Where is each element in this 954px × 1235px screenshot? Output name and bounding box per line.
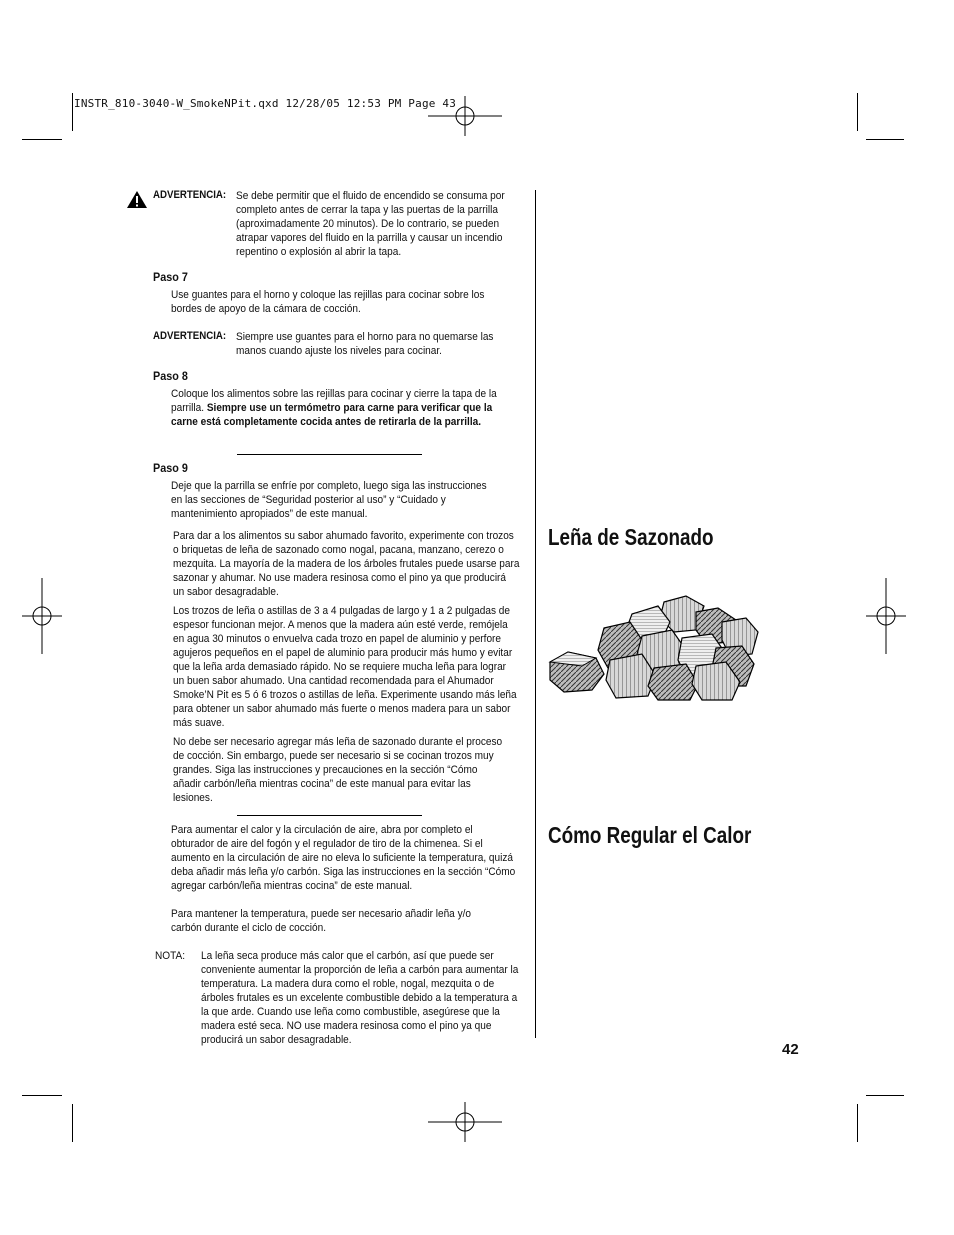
warning-text: Se debe permitir que el fluido de encendido se consuma por completo antes de cerrar la tapa y las puertas de la parrilla (aproximadamente 20 minutos). De lo contrario, se pueden atrapar vapores del fluido en la parrilla y causar un incendio repentino o explosión al abrir la tapa.: [236, 190, 505, 258]
wood-paragraph-3: No debe ser necesario agregar más leña de sazonado durante el proceso de cocción. Sin embargo, puede ser necesario si se cocinan trozos muy grandes. Siga las instrucciones y precauciones en la sección “Cómo añadir carbón/leña mientras cocina” de este manual para evitar las lesiones.: [173, 736, 503, 804]
heat-paragraph-1: Para aumentar el calor y la circulación de aire, abra por completo el obturador de aire del fogón y el regulador de tiro de la chimenea. Si el aumento en la circulación de aire no eleva lo suficiente la temperatura, quizá deba añadir más leña y/o carbón. Siga las instrucciones en la sección “Cómo agregar carbón/leña mientras cocina” de este manual.: [171, 824, 516, 892]
step-8-title: Paso 8: [153, 369, 188, 383]
wood-chunks-illustration: [546, 592, 762, 702]
heat-heading: Cómo Regular el Calor: [548, 822, 752, 848]
section-rule-2: [237, 815, 422, 816]
warning-2-text: Siempre use guantes para el horno para no quemarse las manos cuando ajuste los niveles para cocinar.: [236, 331, 494, 357]
note-label: NOTA:: [155, 950, 186, 962]
note-text: La leña seca produce más calor que el carbón, así que puede ser conveniente aumentar la proporción de leña a carbón para aumentar la temperatura. La madera dura como el roble, nogal, mezquita o de árboles frutales es un excelente combustible debido a la temperatura a la que arde. Cuando use leña como combustible, asegúrese que la madera esté seca. NO use madera resinosa como el pino ya que producirá un sabor desagradable.: [201, 950, 519, 1046]
step-7-text: Use guantes para el horno y coloque las rejillas para cocinar sobre los bordes de apoyo de la cámara de cocción.: [171, 289, 485, 315]
file-slug: INSTR_810-3040-W_SmokeNPit.qxd 12/28/05 12:53 PM Page 43: [74, 97, 457, 110]
heat-paragraph-2: Para mantener la temperatura, puede ser necesario añadir leña y/o carbón durante el ciclo de cocción.: [171, 908, 472, 934]
step-8-text: [171, 387, 518, 429]
warning-triangle-icon: [126, 190, 148, 209]
wood-heading: Leña de Sazonado: [548, 524, 714, 550]
page-number: 42: [782, 1041, 799, 1058]
warning-2-label: ADVERTENCIA:: [153, 330, 227, 342]
step-8-bold: Siempre use un termómetro para carne para verificar que la carne está completamente cocida antes de retirarla de la parrilla.: [171, 402, 493, 428]
registration-mark-left: [22, 578, 62, 654]
registration-mark-right: [866, 578, 906, 654]
registration-mark-bottom: [428, 1102, 502, 1142]
step-7-title: Paso 7: [153, 270, 188, 284]
step-8-plain: Coloque los alimentos sobre las rejillas para cocinar y cierre la tapa de la parrilla.: [171, 388, 497, 414]
warning-label: ADVERTENCIA:: [153, 189, 227, 201]
wood-paragraph-1: Para dar a los alimentos su sabor ahumado favorito, experimente con trozos o briquetas de leña de sazonado como nogal, pacana, manzano, cerezo o mezquita. La mayoría de la madera de los árboles frutales puede usarse para sazonar y ahumar. No use madera resinosa como el pino ya que producirá un sabor desagradable.: [173, 530, 520, 598]
section-rule: [237, 454, 422, 455]
wood-paragraph-2: Los trozos de leña o astillas de 3 a 4 pulgadas de largo y 1 a 2 pulgadas de espesor funcionan mejor. A menos que la madera aún esté verde, remójela en agua 30 minutos o envuelva cada trozo en papel de aluminio y perfore agujeros pequeños en el papel de aluminio para producir más humo y evitar que la leña arda demasiado rápido. No se requiere mucha leña para lograr un buen sabor ahumado. Una cantidad recomendada para el Ahumador Smoke’N Pit es 5 ó 6 trozos o astillas de leña. Experimente usando más leña para obtener un sabor ahumado más fuerte o menos madera para un sabor más suave.: [173, 605, 517, 729]
step-9-title: Paso 9: [153, 461, 188, 475]
step-9-text: Deje que la parrilla se enfríe por completo, luego siga las instrucciones en las secciones de “Seguridad posterior al uso” y “Cuidado y mantenimiento apropiados” de este manual.: [171, 480, 487, 520]
column-divider: [535, 190, 536, 1038]
